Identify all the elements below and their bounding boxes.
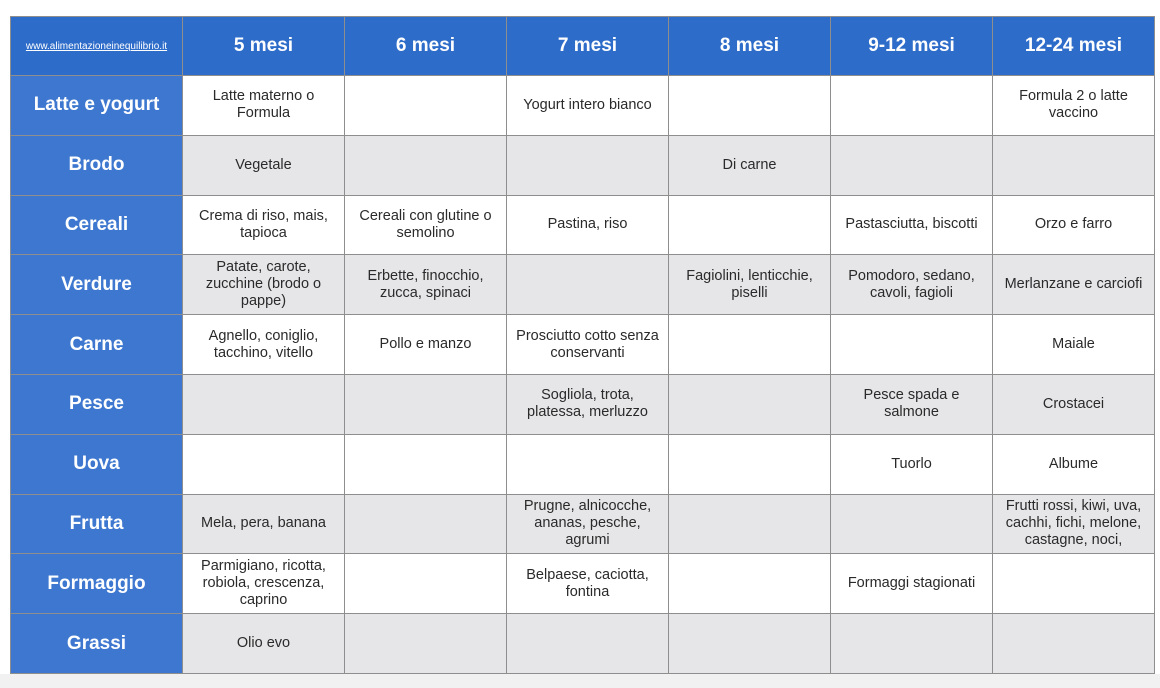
row-header: Cereali xyxy=(11,195,183,255)
table-cell xyxy=(669,434,831,494)
website-link[interactable]: www.alimentazioneinequilibrio.it xyxy=(11,17,183,76)
table-cell: Vegetale xyxy=(183,135,345,195)
table-cell: Pesce spada e salmone xyxy=(831,374,993,434)
table-cell: Latte materno o Formula xyxy=(183,76,345,136)
table-cell xyxy=(831,135,993,195)
row-header: Verdure xyxy=(11,255,183,315)
table-cell xyxy=(831,76,993,136)
table-cell: Sogliola, trota, platessa, merluzzo xyxy=(507,374,669,434)
table-header xyxy=(11,17,1155,76)
table-cell: Belpaese, caciotta, fontina xyxy=(507,554,669,614)
table-cell: Mela, pera, banana xyxy=(183,494,345,554)
table-cell: Fagiolini, lenticchie, piselli xyxy=(669,255,831,315)
table-cell xyxy=(831,315,993,375)
table-cell: Pastina, riso xyxy=(507,195,669,255)
table-cell xyxy=(183,434,345,494)
table-cell: Cereali con glutine o semolino xyxy=(345,195,507,255)
table-cell xyxy=(669,554,831,614)
row-header: Carne xyxy=(11,315,183,375)
table-row xyxy=(11,494,1155,554)
column-header-8-mesi: 8 mesi xyxy=(669,17,831,76)
column-header-5-mesi: 5 mesi xyxy=(183,17,345,76)
table-cell xyxy=(345,76,507,136)
table-cell xyxy=(669,494,831,554)
table-row xyxy=(11,434,1155,494)
table-cell: Olio evo xyxy=(183,614,345,674)
table-cell: Pollo e manzo xyxy=(345,315,507,375)
table-row xyxy=(11,76,1155,136)
table-cell xyxy=(345,434,507,494)
table-cell: Di carne xyxy=(669,135,831,195)
table-cell: Prosciutto cotto senza conservanti xyxy=(507,315,669,375)
table-cell xyxy=(669,374,831,434)
row-header: Latte e yogurt xyxy=(11,76,183,136)
table-cell xyxy=(669,315,831,375)
table-row xyxy=(11,554,1155,614)
column-header-9-12-mesi: 9-12 mesi xyxy=(831,17,993,76)
weaning-table xyxy=(10,16,1155,674)
table-cell xyxy=(507,135,669,195)
table-cell xyxy=(993,554,1155,614)
table-row xyxy=(11,195,1155,255)
table-cell xyxy=(669,76,831,136)
table-cell xyxy=(507,434,669,494)
table-cell xyxy=(345,494,507,554)
table-row xyxy=(11,255,1155,315)
table-cell: Frutti rossi, kiwi, uva, cachhi, fichi, melone, castagne, noci, xyxy=(993,494,1155,554)
table-cell: Yogurt intero bianco xyxy=(507,76,669,136)
table-cell xyxy=(345,614,507,674)
table-cell: Parmigiano, ricotta, robiola, crescenza, caprino xyxy=(183,554,345,614)
table-cell: Pastasciutta, biscotti xyxy=(831,195,993,255)
table-cell xyxy=(993,614,1155,674)
table-cell: Formaggi stagionati xyxy=(831,554,993,614)
table-cell xyxy=(669,614,831,674)
table-body xyxy=(11,76,1155,674)
table-cell: Maiale xyxy=(993,315,1155,375)
table-cell: Formula 2 o latte vaccino xyxy=(993,76,1155,136)
column-header-7-mesi: 7 mesi xyxy=(507,17,669,76)
table-cell: Crostacei xyxy=(993,374,1155,434)
row-header: Brodo xyxy=(11,135,183,195)
table-cell: Patate, carote, zucchine (brodo o pappe) xyxy=(183,255,345,315)
table-cell: Albume xyxy=(993,434,1155,494)
row-header: Frutta xyxy=(11,494,183,554)
table-cell: Merlanzane e carciofi xyxy=(993,255,1155,315)
table-cell: Pomodoro, sedano, cavoli, fagioli xyxy=(831,255,993,315)
column-header-6-mesi: 6 mesi xyxy=(345,17,507,76)
table-cell: Erbette, finocchio, zucca, spinaci xyxy=(345,255,507,315)
row-header: Pesce xyxy=(11,374,183,434)
table-row xyxy=(11,374,1155,434)
table-cell xyxy=(183,374,345,434)
table-cell: Prugne, alnicocche, ananas, pesche, agrumi xyxy=(507,494,669,554)
table-row xyxy=(11,135,1155,195)
table-cell: Tuorlo xyxy=(831,434,993,494)
table-cell xyxy=(345,135,507,195)
table-cell xyxy=(993,135,1155,195)
table-cell xyxy=(345,374,507,434)
bottom-band xyxy=(0,674,1160,688)
table-cell xyxy=(345,554,507,614)
table-cell xyxy=(831,494,993,554)
table-cell xyxy=(831,614,993,674)
table-cell xyxy=(507,614,669,674)
table-cell: Orzo e farro xyxy=(993,195,1155,255)
table-cell: Agnello, coniglio, tacchino, vitello xyxy=(183,315,345,375)
table-row xyxy=(11,614,1155,674)
column-header-12-24-mesi: 12-24 mesi xyxy=(993,17,1155,76)
header-row xyxy=(11,17,1155,76)
row-header: Grassi xyxy=(11,614,183,674)
table-cell: Crema di riso, mais, tapioca xyxy=(183,195,345,255)
row-header: Formaggio xyxy=(11,554,183,614)
table-cell xyxy=(669,195,831,255)
table-row xyxy=(11,315,1155,375)
table-cell xyxy=(507,255,669,315)
row-header: Uova xyxy=(11,434,183,494)
